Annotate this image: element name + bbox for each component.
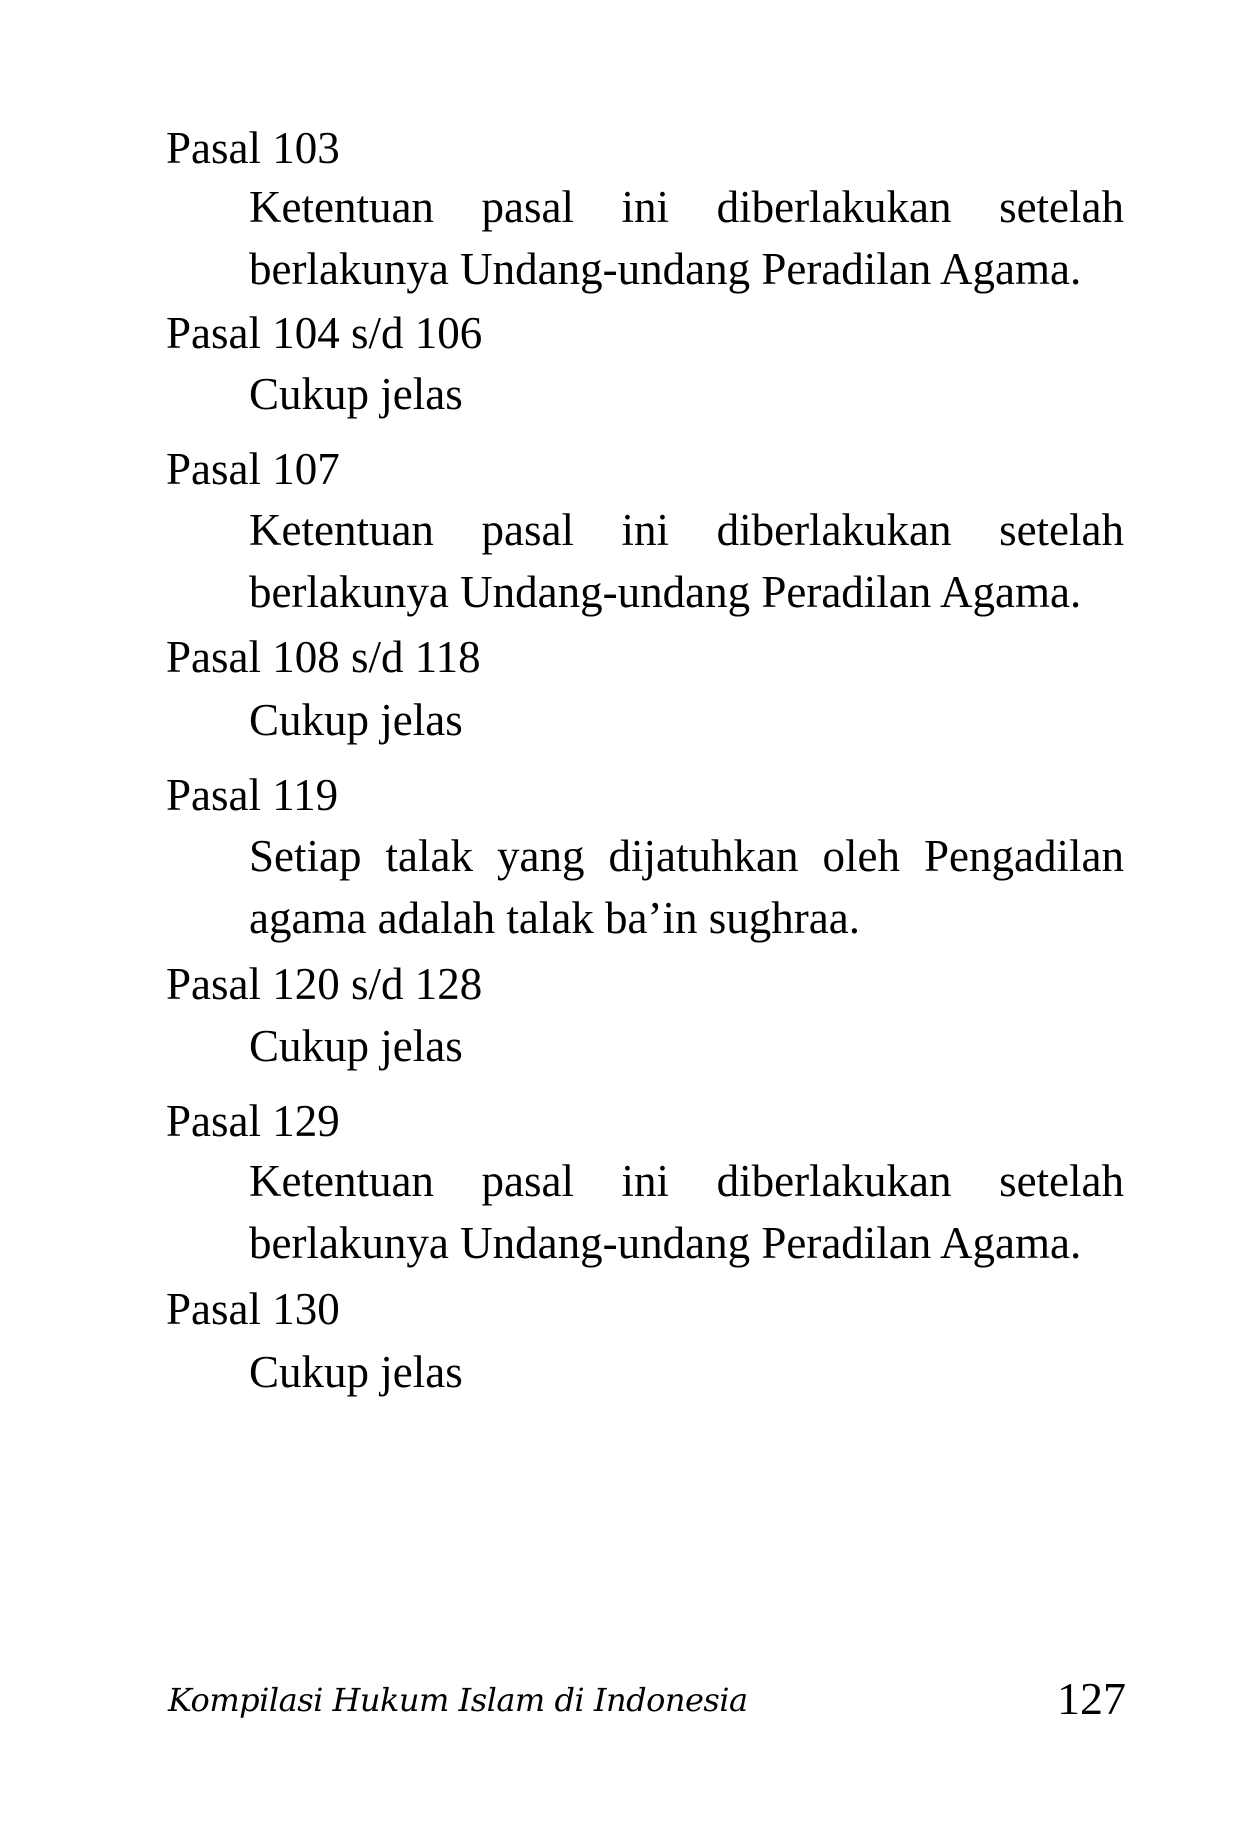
body-line: Cukup jelas (249, 1347, 463, 1397)
section-body (249, 1015, 1124, 1077)
section-heading: Pasal 108 s/d 118 (166, 632, 481, 682)
body-line: Ketentuan pasal ini diberlakukan setelah (249, 1156, 1124, 1206)
body-line: Setiap talak yang dijatuhkan oleh Pengadilan (249, 831, 1124, 881)
section-body (249, 1341, 1124, 1403)
body-line: Cukup jelas (249, 1021, 463, 1071)
section-body (249, 689, 1124, 751)
body-line: Cukup jelas (249, 369, 463, 419)
body-line: Ketentuan pasal ini diberlakukan setelah (249, 505, 1124, 555)
body-line: Ketentuan pasal ini diberlakukan setelah (249, 182, 1124, 232)
section-body (249, 499, 1124, 623)
body-line: agama adalah talak ba’in sughraa. (249, 893, 860, 943)
section-heading: Pasal 107 (166, 444, 340, 494)
section-heading: Pasal 104 s/d 106 (166, 308, 483, 358)
section-body (249, 1150, 1124, 1274)
section-heading: Pasal 103 (166, 123, 340, 173)
body-line: Cukup jelas (249, 695, 463, 745)
section-body (249, 176, 1124, 300)
section-heading: Pasal 119 (166, 770, 339, 820)
section-heading: Pasal 130 (166, 1284, 340, 1334)
section-heading: Pasal 129 (166, 1096, 340, 1146)
running-footer-title: Kompilasi Hukum Islam di Indonesia (168, 1681, 748, 1719)
section-body (249, 825, 1124, 949)
section-heading: Pasal 120 s/d 128 (166, 959, 483, 1009)
body-line: berlakunya Undang-undang Peradilan Agama. (249, 244, 1082, 294)
body-line: berlakunya Undang-undang Peradilan Agama. (249, 1218, 1082, 1268)
page-number: 127 (1057, 1673, 1126, 1724)
section-body (249, 363, 1124, 425)
body-line: berlakunya Undang-undang Peradilan Agama. (249, 567, 1082, 617)
